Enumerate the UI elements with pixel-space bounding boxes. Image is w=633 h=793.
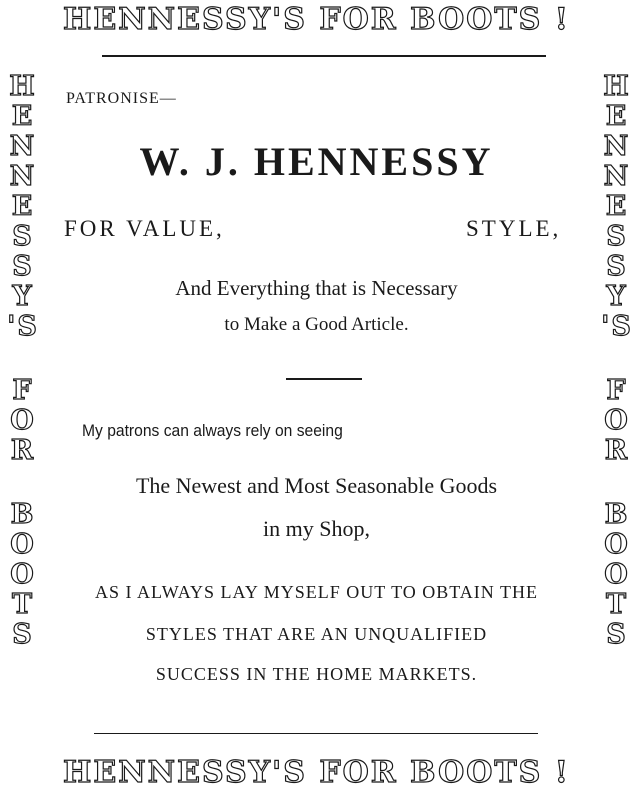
- shop-line: in my Shop,: [263, 516, 370, 541]
- side-letter: S: [12, 619, 34, 650]
- side-letter: S: [606, 619, 628, 650]
- side-letter: Y: [606, 281, 628, 312]
- side-letter: N: [603, 131, 631, 162]
- side-letter: O: [604, 405, 630, 436]
- bottom-banner: HENNESSY'S FOR BOOTS !: [63, 755, 570, 790]
- side-letter: E: [11, 191, 35, 222]
- side-letter: N: [9, 161, 37, 192]
- side-letter: B: [10, 499, 36, 530]
- side-letter: T: [605, 589, 629, 620]
- caps-line-1: AS I ALWAYS LAY MYSELF OUT TO OBTAIN THE: [95, 582, 538, 602]
- side-letter: N: [603, 161, 631, 192]
- side-letter: H: [9, 71, 37, 102]
- side-letter: S: [606, 251, 628, 282]
- merchant-name: W. J. HENNESSY: [139, 139, 494, 184]
- side-letter: T: [11, 589, 35, 620]
- side-letter: 'S: [7, 311, 39, 342]
- top-banner: HENNESSY'S FOR BOOTS !: [63, 2, 570, 37]
- top-divider: [102, 55, 546, 57]
- side-letter: N: [9, 131, 37, 162]
- side-letter: R: [10, 435, 36, 466]
- side-letter: E: [605, 191, 629, 222]
- side-letter: H: [603, 71, 631, 102]
- side-letter: Y: [12, 281, 34, 312]
- side-letter: O: [604, 529, 630, 560]
- caps-line-2: STYLES THAT ARE AN UNQUALIFIED: [145, 624, 488, 644]
- newest-goods-line: The Newest and Most Seasonable Goods: [135, 473, 498, 498]
- for-value-text: FOR VALUE,: [64, 216, 225, 241]
- side-letter: O: [10, 559, 36, 590]
- side-letter: O: [10, 529, 36, 560]
- side-letter: F: [12, 375, 34, 406]
- side-letter: E: [605, 101, 629, 132]
- caps-line-3: SUCCESS IN THE HOME MARKETS.: [155, 664, 478, 684]
- good-article-line: to Make a Good Article.: [224, 314, 409, 335]
- side-letter: 'S: [601, 311, 633, 342]
- patronise-label: PATRONISE—: [66, 90, 177, 107]
- side-letter: O: [10, 405, 36, 436]
- side-letter: S: [12, 251, 34, 282]
- side-letter: E: [11, 101, 35, 132]
- side-letter: F: [606, 375, 628, 406]
- style-text: STYLE,: [466, 216, 562, 241]
- side-letter: S: [12, 221, 34, 252]
- side-letter: S: [606, 221, 628, 252]
- side-letter: R: [604, 435, 630, 466]
- everything-line: And Everything that is Necessary: [175, 276, 458, 300]
- middle-divider: [286, 378, 362, 380]
- side-letter: O: [604, 559, 630, 590]
- patrons-line: My patrons can always rely on seeing: [82, 421, 343, 440]
- bottom-divider: [94, 733, 538, 734]
- side-letter: B: [604, 499, 630, 530]
